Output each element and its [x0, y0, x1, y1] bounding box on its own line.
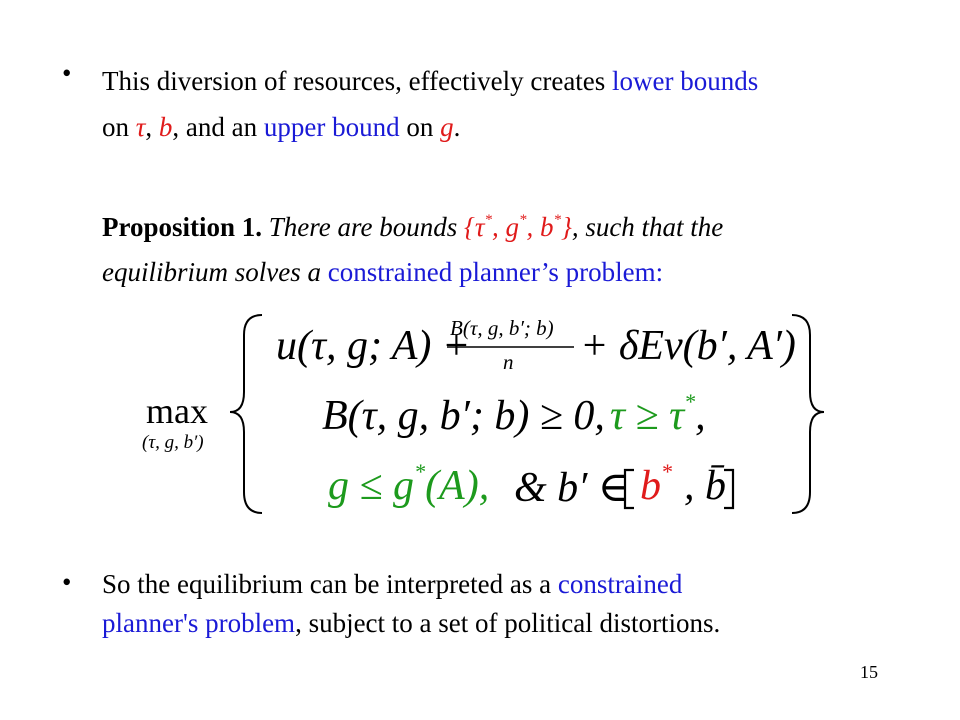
star-superscript: *: [484, 212, 492, 228]
text-fragment: , g: [492, 212, 519, 242]
text-fragment: (A),: [425, 463, 490, 509]
max-subscript: (τ, g, b′): [142, 432, 204, 453]
text-fragment: b: [640, 463, 661, 509]
bullet-1-text: This diversion of resources, effectively creates: [102, 66, 613, 96]
lower-bounds-term: lower bounds: [612, 66, 759, 96]
text-fragment: So the equilibrium can be interpreted as a: [102, 569, 558, 599]
text-fragment: , subject to a set of political distortions.: [295, 608, 721, 638]
star-superscript: *: [553, 212, 561, 228]
g-constraint: [328, 459, 490, 510]
tau-symbol: τ: [135, 112, 146, 142]
text-fragment: There are bounds: [262, 212, 465, 242]
text-fragment: on: [102, 112, 136, 142]
bullet-2-line-1: [102, 567, 682, 602]
debt-constraint: B(τ, g, b′; b) ≥ 0,: [322, 393, 605, 439]
text-fragment: ,: [145, 112, 159, 142]
max-operator: max: [146, 391, 208, 431]
constrained-term: constrained: [557, 569, 683, 599]
b-symbol: b: [158, 112, 173, 142]
fraction-denominator: n: [503, 350, 514, 374]
text-fragment: on: [399, 112, 441, 142]
text-fragment: , and an: [172, 112, 264, 142]
g-symbol: g: [440, 112, 454, 142]
b-lower-bound: [640, 459, 672, 510]
right-brace-icon: [792, 315, 824, 513]
page-number: 15: [860, 662, 878, 682]
objective-utility: u(τ, g; A) +: [276, 323, 471, 369]
text-fragment: {τ: [464, 212, 485, 242]
text-fragment: .: [453, 112, 461, 142]
star-superscript: *: [684, 389, 696, 414]
objective-continuation: + δEv(b′, A′): [580, 323, 796, 369]
b-upper-bound: , b̄: [684, 463, 726, 509]
star-superscript: *: [414, 459, 426, 484]
bullet-marker: •: [62, 58, 72, 88]
star-superscript: *: [661, 459, 672, 484]
left-brace-icon: [230, 315, 262, 513]
text-fragment: equilibrium solves a: [102, 257, 328, 287]
text-fragment: g ≤ g: [328, 463, 415, 509]
b-interval-constraint: & b′ ∈: [514, 465, 629, 511]
text-fragment: , b: [526, 212, 554, 242]
bullet-marker: •: [62, 567, 72, 597]
proposition-label: Proposition 1.: [102, 212, 263, 242]
text-fragment: , such that the: [571, 212, 724, 242]
text-fragment: τ ≥ τ: [610, 393, 685, 439]
constrained-planner-term: constrained planner’s problem:: [327, 257, 664, 287]
bullet-2-line-2: [102, 606, 720, 641]
planners-problem-term: planner's problem: [102, 608, 296, 638]
text-fragment: }: [561, 212, 572, 242]
fraction-numerator: B(τ, g, b′; b): [450, 316, 554, 340]
upper-bound-term: upper bound: [263, 112, 400, 142]
star-superscript: *: [519, 212, 527, 228]
tau-constraint: [610, 389, 706, 440]
text-fragment: ,: [695, 393, 706, 439]
